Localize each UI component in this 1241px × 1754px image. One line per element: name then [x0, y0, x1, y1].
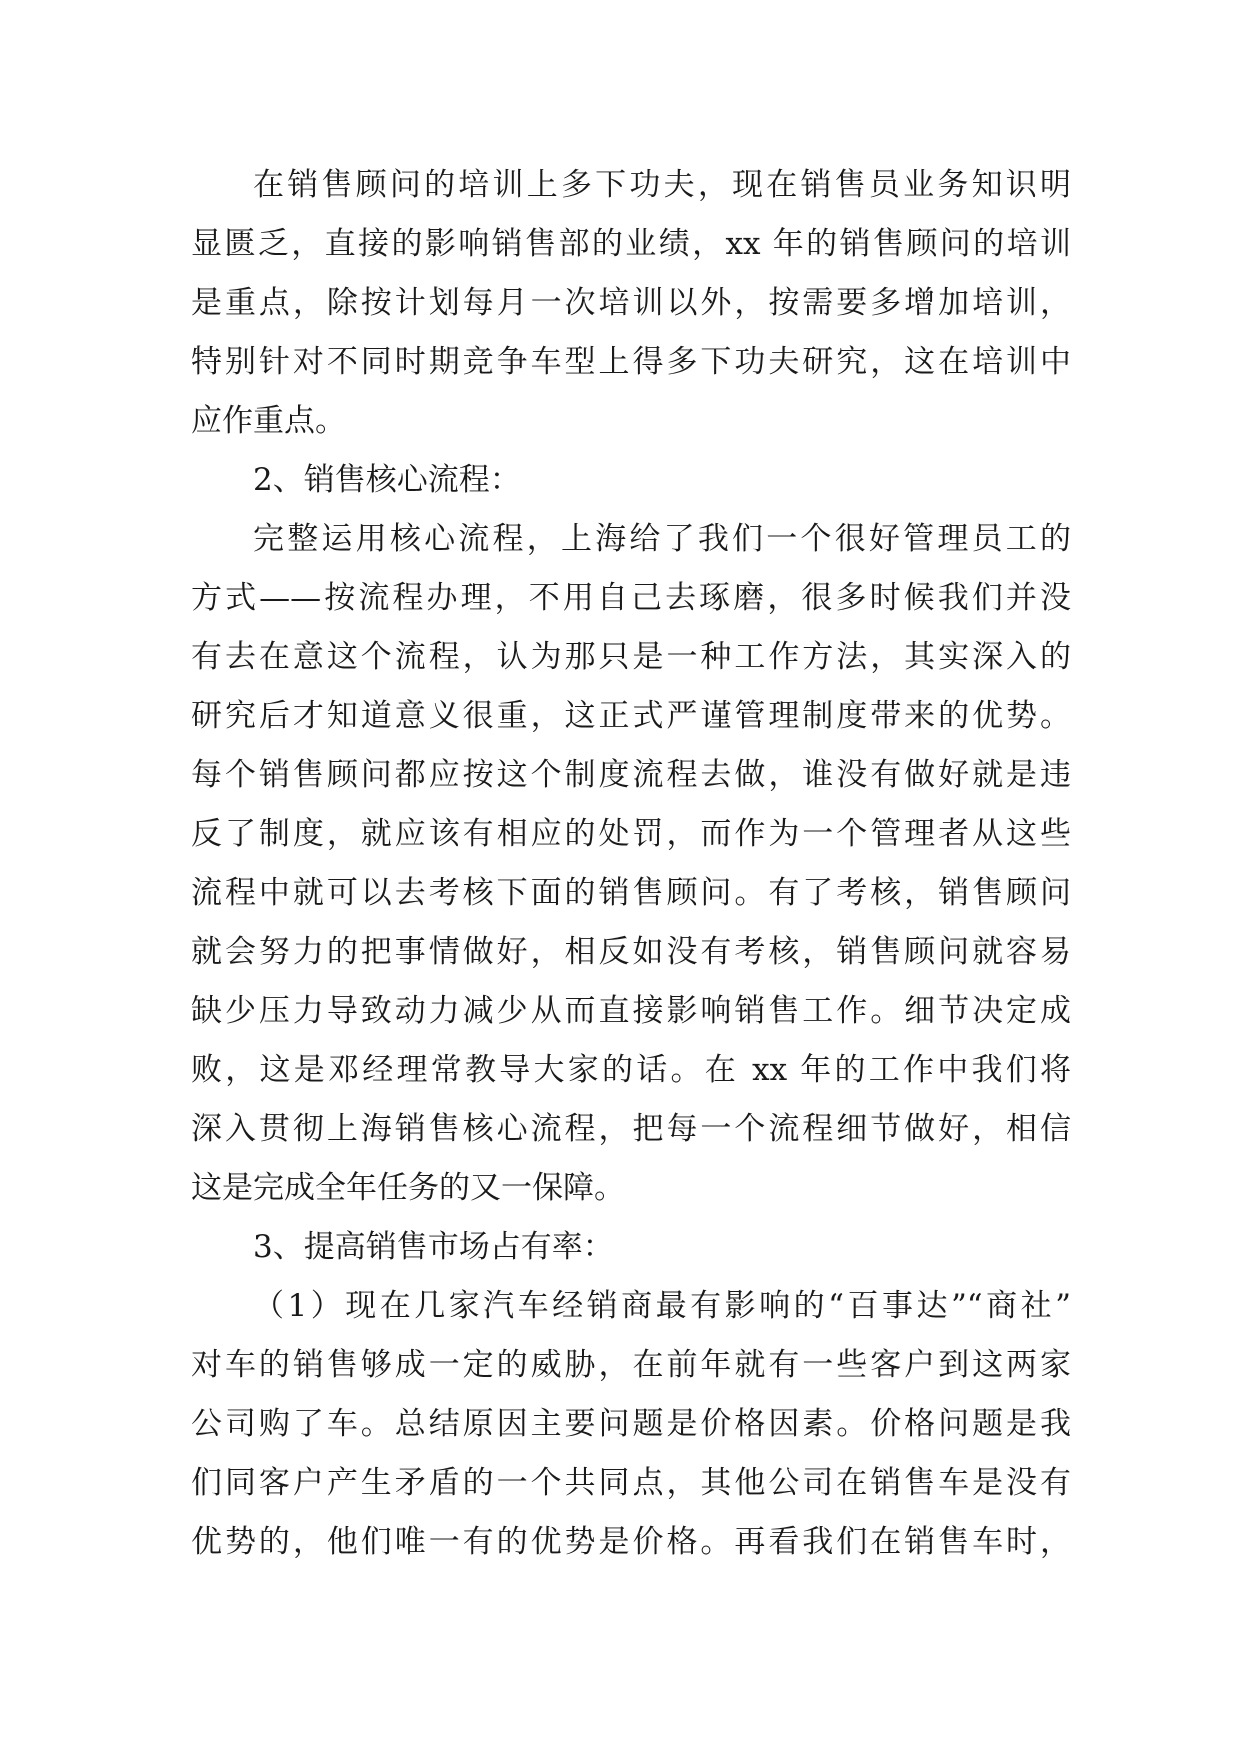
paragraph-line: 就会努力的把事情做好，相反如没有考核，销售顾问就容易 [191, 934, 1071, 970]
paragraph-line: 研究后才知道意义很重，这正式严谨管理制度带来的优势。 [191, 698, 1071, 734]
paragraph-line: 完整运用核心流程，上海给了我们一个很好管理员工的 [253, 521, 1071, 557]
paragraph-line: 特别针对不同时期竞争车型上得多下功夫研究，这在培训中 [191, 344, 1071, 380]
section-heading-market-share [191, 1218, 1071, 1277]
paragraph-line: 公司购了车。总结原因主要问题是价格因素。价格问题是我 [191, 1406, 1071, 1442]
paragraph-line: 优势的，他们唯一有的优势是价格。再看我们在销售车时， [191, 1524, 1071, 1560]
paragraph-line: 反了制度，就应该有相应的处罚，而作为一个管理者从这些 [191, 816, 1071, 852]
paragraph-line: 每个销售顾问都应按这个制度流程去做，谁没有做好就是违 [191, 757, 1071, 793]
paragraph-line: 这是完成全年任务的又一保障。 [191, 1170, 625, 1206]
paragraph-core-process [191, 510, 1071, 1218]
paragraph-line: 应作重点。 [191, 403, 346, 439]
section-heading-core-process [191, 451, 1071, 510]
paragraph-line: 流程中就可以去考核下面的销售顾问。有了考核，销售顾问 [191, 875, 1071, 911]
paragraph-line: 缺少压力导致动力减少从而直接影响销售工作。细节决定成 [191, 993, 1071, 1029]
paragraph-line: 在销售顾问的培训上多下功夫，现在销售员业务知识明 [253, 167, 1071, 203]
paragraph-line: 显匮乏，直接的影响销售部的业绩，xx 年的销售顾问的培训 [191, 226, 1071, 262]
paragraph-line: 对车的销售够成一定的威胁，在前年就有一些客户到这两家 [191, 1347, 1071, 1383]
paragraph-line: 方式——按流程办理，不用自己去琢磨，很多时候我们并没 [191, 580, 1071, 616]
heading-line: 3、提高销售市场占有率： [253, 1229, 614, 1265]
document-body [191, 156, 1071, 1572]
paragraph-line: （1）现在几家汽车经销商最有影响的“百事达”“商社” [253, 1288, 1071, 1324]
paragraph-line: 深入贯彻上海销售核心流程，把每一个流程细节做好，相信 [191, 1111, 1071, 1147]
paragraph-line: 是重点，除按计划每月一次培训以外，按需要多增加培训， [191, 285, 1071, 321]
paragraph-training [191, 156, 1071, 451]
paragraph-market-share [191, 1277, 1071, 1572]
paragraph-line: 有去在意这个流程，认为那只是一种工作方法，其实深入的 [191, 639, 1071, 675]
paragraph-line: 败，这是邓经理常教导大家的话。在 xx 年的工作中我们将 [191, 1052, 1071, 1088]
paragraph-line: 们同客户产生矛盾的一个共同点，其他公司在销售车是没有 [191, 1465, 1071, 1501]
heading-line: 2、销售核心流程： [253, 462, 521, 498]
